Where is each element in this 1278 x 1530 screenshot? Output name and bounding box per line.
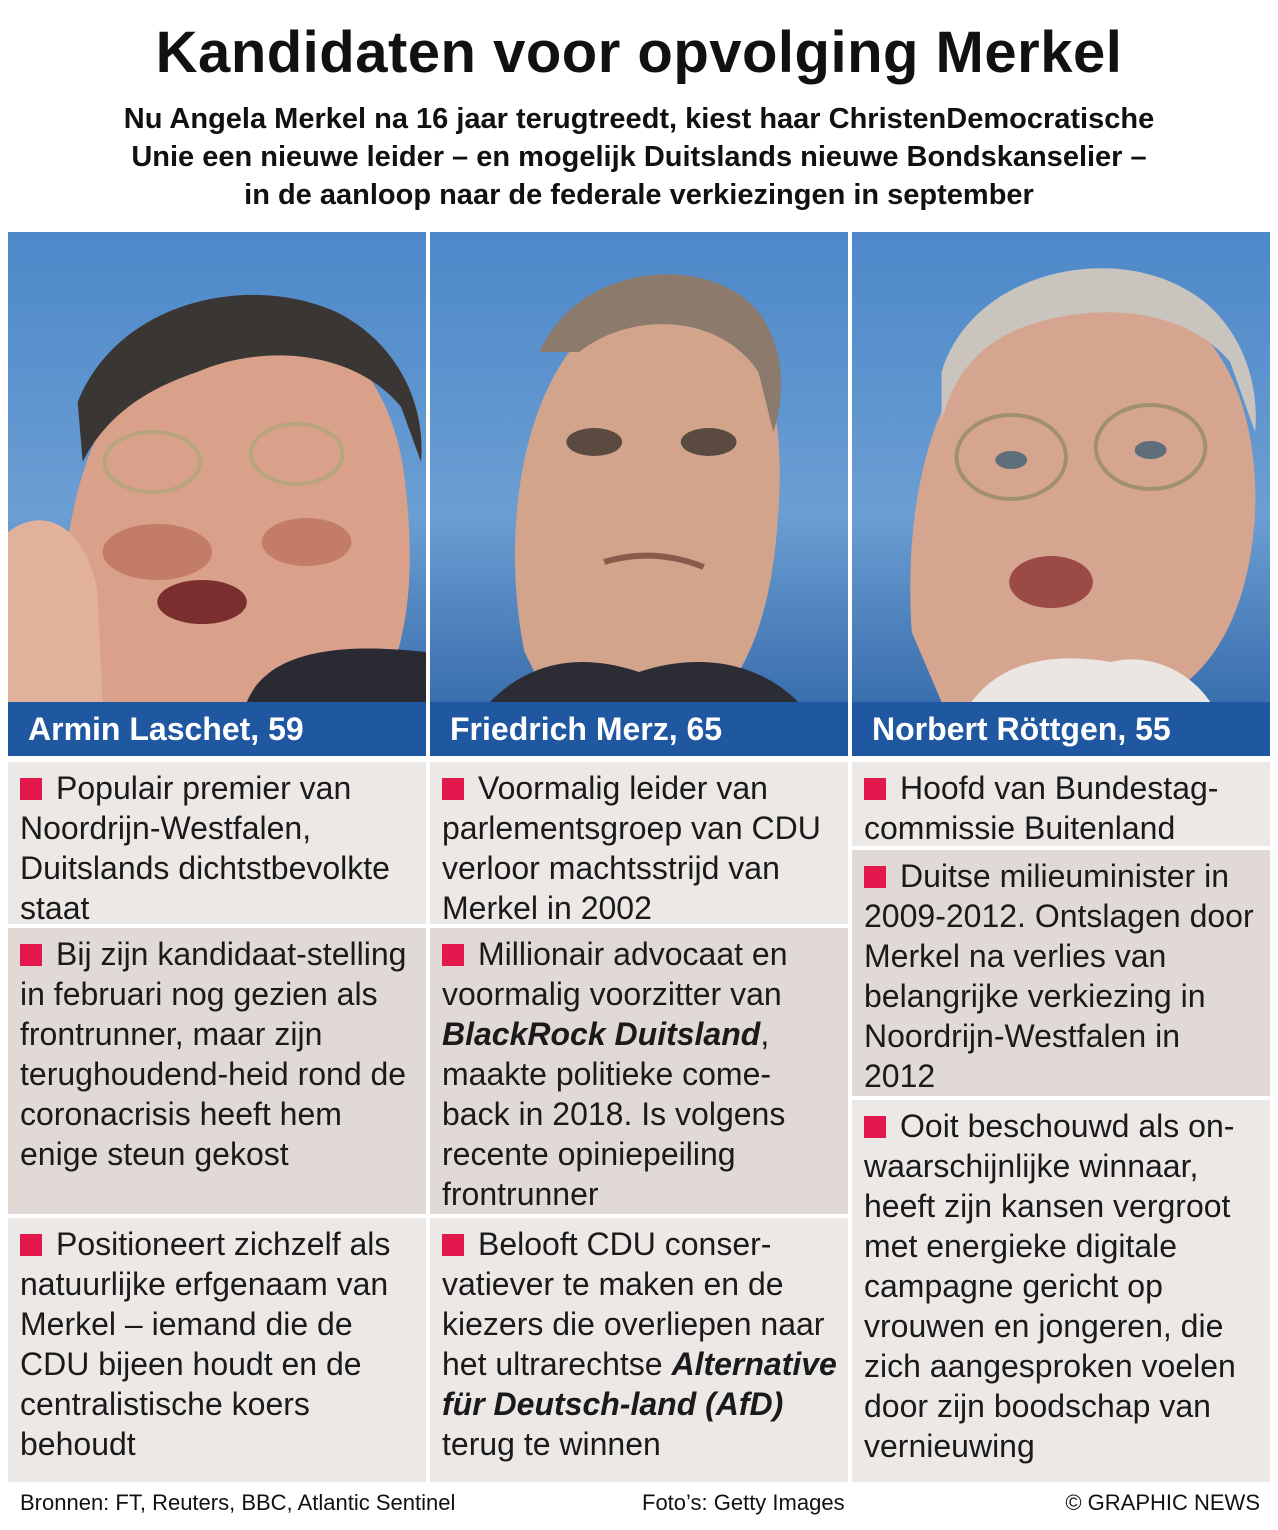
candidate-points <box>430 756 848 1482</box>
candidate-name: Norbert Röttgen, 55 <box>852 702 1270 756</box>
point-item <box>8 762 426 924</box>
point-text: Bij zijn kandidaat-stelling in februari nog gezien als frontrunner, maar zijn terughoudend-heid rond de coronacrisis heeft hem enige steun gekost <box>20 936 407 1172</box>
subtitle <box>10 100 1268 214</box>
point-text: terug te winnen <box>442 1426 661 1462</box>
candidate-column-roettgen <box>852 232 1270 1482</box>
point-text: Duitse milieuminister in 2009-2012. Ontslagen door Merkel na verlies van belangrijke verkiezing in Noordrijn-Westfalen in 2012 <box>864 858 1254 1094</box>
square-bullet-icon <box>864 778 886 800</box>
subtitle-line: Nu Angela Merkel na 16 jaar terugtreedt, kiest haar ChristenDemocratische <box>123 103 1155 135</box>
candidate-grid <box>8 232 1270 1482</box>
photo-credit: Foto’s: Getty Images <box>642 1490 845 1515</box>
sources-credit: Bronnen: FT, Reuters, BBC, Atlantic Sentinel <box>20 1490 456 1515</box>
point-text-emphasis: Alternative für Deutsch-land (AfD) <box>442 1346 837 1422</box>
square-bullet-icon <box>20 944 42 966</box>
point-text: Millionair advocaat en voormalig voorzitter van <box>442 936 788 1012</box>
footer <box>0 1488 1278 1518</box>
point-item <box>430 762 848 924</box>
candidate-name: Armin Laschet, 59 <box>8 702 426 756</box>
candidate-column-merz <box>430 232 848 1482</box>
point-item <box>852 850 1270 1096</box>
candidate-photo-merz <box>430 232 848 702</box>
point-item <box>8 928 426 1214</box>
point-text: Belooft CDU conser-vatiever te maken en de kiezers die overliepen naar het ultrarechtse <box>442 1226 825 1382</box>
point-text: Hoofd van Bundestag-commissie Buitenland <box>864 770 1219 846</box>
point-text: , maakte politieke come-back in 2018. Is volgens recente opiniepeiling frontrunner <box>442 1016 786 1212</box>
point-item <box>8 1218 426 1482</box>
point-text: Positioneert zichzelf als natuurlijke erfgenaam van Merkel – iemand die de CDU bijeen houdt en de centralistische koers behoudt <box>20 1226 391 1462</box>
subtitle-line: Unie een nieuwe leider – en mogelijk Duitslands nieuwe Bondskanselier – <box>131 141 1147 173</box>
point-item <box>852 1100 1270 1482</box>
point-text: Ooit beschouwd als on-waarschijnlijke winnaar, heeft zijn kansen vergroot met energieke digitale campagne gericht op vrouwen en jongeren, die zich aangesproken voelen door zijn boodschap van vernieuwing <box>864 1108 1236 1464</box>
candidate-photo-laschet <box>8 232 426 702</box>
square-bullet-icon <box>20 1234 42 1256</box>
copyright: © GRAPHIC NEWS <box>1065 1490 1260 1515</box>
subtitle-line: in de aanloop naar de federale verkiezingen in september <box>244 179 1034 211</box>
candidate-column-laschet <box>8 232 426 1482</box>
point-item <box>430 928 848 1214</box>
point-item <box>852 762 1270 846</box>
square-bullet-icon <box>20 778 42 800</box>
page-title: Kandidaten voor opvolging Merkel <box>155 20 1123 85</box>
square-bullet-icon <box>442 778 464 800</box>
point-item <box>430 1218 848 1482</box>
square-bullet-icon <box>442 1234 464 1256</box>
square-bullet-icon <box>864 1116 886 1138</box>
candidate-points <box>852 756 1270 1482</box>
square-bullet-icon <box>442 944 464 966</box>
point-text-emphasis: BlackRock Duitsland <box>442 1016 761 1052</box>
point-text: Populair premier van Noordrijn-Westfalen, Duitslands dichtstbevolkte staat <box>20 770 390 926</box>
square-bullet-icon <box>864 866 886 888</box>
candidate-points <box>8 756 426 1482</box>
candidate-photo-roettgen <box>852 232 1270 702</box>
point-text: Voormalig leider van parlementsgroep van CDU verloor machtsstrijd van Merkel in 2002 <box>442 770 821 926</box>
candidate-name: Friedrich Merz, 65 <box>430 702 848 756</box>
